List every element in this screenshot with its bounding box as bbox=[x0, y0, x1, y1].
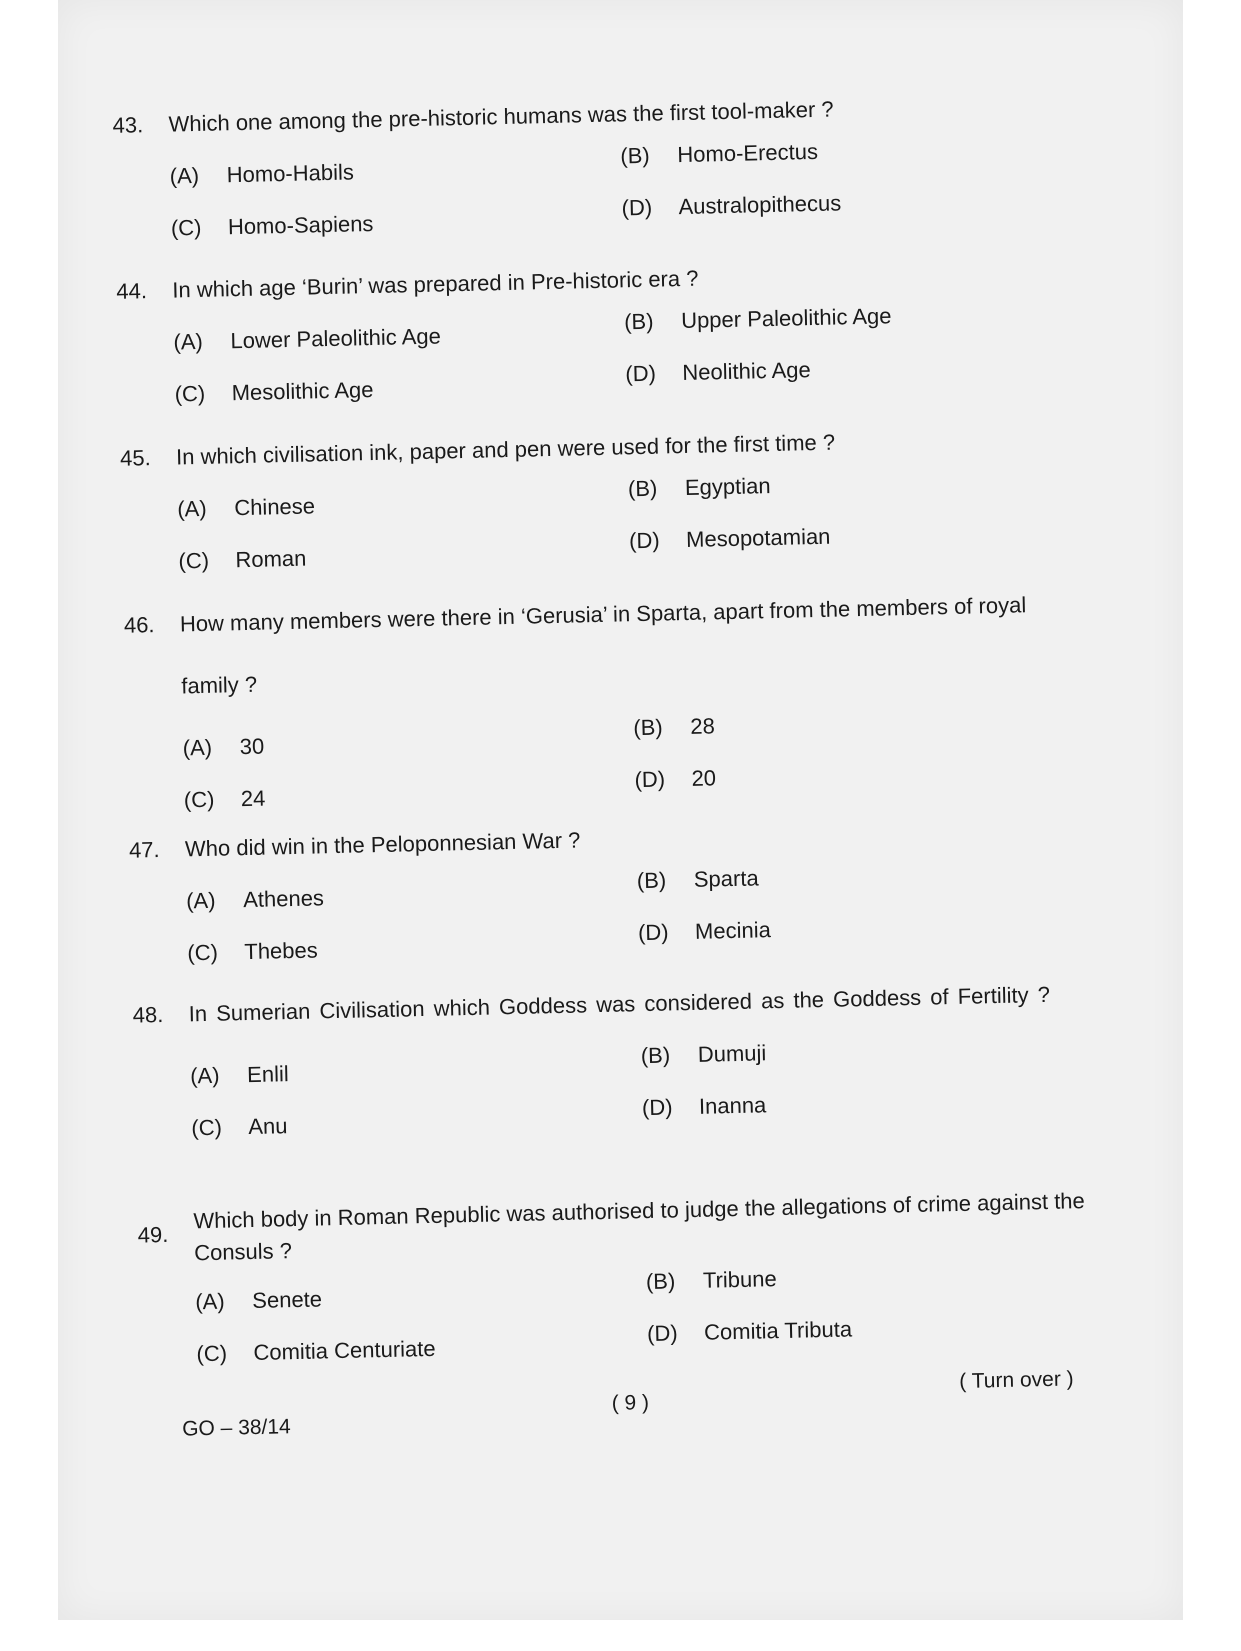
option-letter: (A) bbox=[194, 1288, 225, 1315]
option-text: 20 bbox=[691, 765, 717, 791]
question-text: Which body in Roman Republic was authorised to judge the allegations of crime against the Consuls ? bbox=[193, 1188, 1086, 1266]
option-letter: (B) bbox=[627, 475, 658, 502]
option-text: Tribune bbox=[702, 1266, 777, 1293]
options bbox=[176, 452, 1082, 582]
question-text: How many members were there in ‘Gerusia’ in Sparta, apart from the members of royal family ? bbox=[179, 592, 1027, 699]
option-d bbox=[647, 1314, 853, 1349]
question-text: Which one among the pre-historic humans was the first tool-maker ? bbox=[168, 96, 834, 137]
option-letter: (D) bbox=[634, 766, 666, 793]
option-letter: (B) bbox=[623, 308, 654, 335]
option-text: Roman bbox=[235, 545, 307, 573]
option-b bbox=[620, 137, 818, 171]
question-49 bbox=[137, 1188, 1100, 1377]
option-text: Homo-Sapiens bbox=[227, 210, 374, 240]
option-b bbox=[633, 711, 715, 743]
question-number: 43. bbox=[112, 112, 144, 138]
option-c bbox=[191, 1111, 288, 1143]
question-text: In which civilisation ink, paper and pen were used for the first time ? bbox=[175, 429, 836, 470]
option-d bbox=[621, 188, 841, 223]
option-letter: (D) bbox=[637, 919, 669, 946]
option-text: Enlil bbox=[246, 1061, 289, 1088]
question-43 bbox=[112, 89, 1075, 251]
question-number: 48. bbox=[132, 1001, 164, 1028]
question-text: In Sumerian Civilisation which Goddess was considered as the Goddess of Fertility ? bbox=[188, 981, 1051, 1027]
options bbox=[194, 1245, 1100, 1375]
option-letter: (B) bbox=[620, 142, 650, 169]
options bbox=[185, 844, 1091, 974]
options bbox=[182, 691, 1088, 821]
question-number: 45. bbox=[119, 445, 151, 471]
question-47 bbox=[129, 814, 1092, 976]
option-letter: (D) bbox=[641, 1094, 673, 1121]
option-c bbox=[187, 935, 318, 968]
option-letter: (D) bbox=[625, 360, 657, 387]
option-text: Mesolithic Age bbox=[231, 377, 374, 406]
question-text: In which age ‘Burin’ was prepared in Pre-historic era ? bbox=[172, 265, 699, 303]
question-number: 49. bbox=[137, 1221, 169, 1248]
option-letter: (D) bbox=[628, 527, 660, 554]
option-c bbox=[196, 1334, 436, 1369]
option-letter: (A) bbox=[177, 495, 207, 522]
options bbox=[169, 119, 1075, 249]
option-letter: (A) bbox=[173, 328, 204, 355]
option-d bbox=[625, 355, 811, 389]
option-b bbox=[628, 471, 771, 504]
question-number: 47. bbox=[128, 837, 160, 863]
question-text: Who did win in the Peloponnesian War ? bbox=[184, 827, 581, 862]
option-text: Upper Paleolithic Age bbox=[680, 303, 892, 334]
option-text: Sparta bbox=[693, 865, 759, 892]
option-b bbox=[637, 863, 759, 896]
option-d bbox=[629, 522, 831, 557]
option-text: Lower Paleolithic Age bbox=[230, 323, 442, 354]
option-b bbox=[646, 1264, 777, 1297]
option-d bbox=[642, 1090, 767, 1123]
option-letter: (B) bbox=[645, 1268, 676, 1295]
option-text: Mecinia bbox=[694, 917, 772, 944]
option-text: Inanna bbox=[698, 1092, 767, 1119]
option-text: 30 bbox=[239, 733, 265, 760]
option-letter: (C) bbox=[191, 1114, 223, 1141]
option-text: Anu bbox=[248, 1113, 288, 1140]
question-number: 44. bbox=[116, 278, 148, 304]
option-letter: (C) bbox=[196, 1340, 228, 1367]
option-d bbox=[638, 915, 771, 948]
option-letter: (C) bbox=[174, 380, 206, 407]
option-letter: (B) bbox=[640, 1042, 671, 1069]
option-text: 24 bbox=[240, 785, 266, 812]
option-letter: (C) bbox=[183, 786, 215, 813]
question-45 bbox=[120, 422, 1083, 584]
option-a bbox=[173, 321, 441, 357]
option-c bbox=[184, 784, 266, 816]
option-text: 28 bbox=[690, 713, 716, 739]
option-letter: (C) bbox=[178, 547, 210, 574]
option-b bbox=[624, 301, 892, 337]
option-text: Comitia Centuriate bbox=[253, 1335, 436, 1366]
option-letter: (A) bbox=[182, 734, 213, 761]
option-a bbox=[190, 1059, 289, 1091]
option-text: Thebes bbox=[244, 937, 319, 965]
option-text: Mesopotamian bbox=[685, 523, 831, 552]
option-letter: (A) bbox=[189, 1062, 220, 1089]
option-text: Athenes bbox=[242, 885, 325, 913]
turn-over-note: ( Turn over ) bbox=[959, 1367, 1074, 1393]
option-text: Homo-Habils bbox=[226, 159, 355, 188]
options bbox=[173, 285, 1079, 415]
option-letter: (A) bbox=[185, 887, 216, 914]
option-letter: (D) bbox=[621, 194, 653, 221]
option-letter: (B) bbox=[636, 867, 667, 894]
option-a bbox=[169, 157, 354, 191]
option-a bbox=[195, 1284, 322, 1317]
option-text: Egyptian bbox=[684, 473, 771, 500]
options bbox=[189, 1019, 1095, 1149]
option-letter: (B) bbox=[633, 714, 663, 741]
option-text: Homo-Erectus bbox=[677, 138, 819, 168]
option-a bbox=[182, 732, 264, 764]
page-number: ( 9 ) bbox=[611, 1391, 650, 1415]
option-letter: (A) bbox=[169, 162, 200, 189]
option-c bbox=[174, 375, 373, 410]
option-text: Neolithic Age bbox=[682, 357, 811, 386]
option-a bbox=[177, 491, 315, 524]
option-letter: (C) bbox=[187, 939, 219, 966]
option-text: Australopithecus bbox=[678, 190, 842, 220]
question-44 bbox=[116, 255, 1079, 417]
paper-code: GO – 38/14 bbox=[181, 1415, 291, 1441]
question-46 bbox=[124, 589, 1089, 823]
option-text: Comitia Tributa bbox=[703, 1316, 853, 1345]
option-text: Dumuji bbox=[697, 1040, 767, 1067]
question-48 bbox=[132, 979, 1095, 1151]
option-d bbox=[634, 763, 716, 795]
question-number: 46. bbox=[123, 612, 155, 638]
option-c bbox=[178, 544, 307, 577]
option-letter: (C) bbox=[170, 214, 202, 241]
option-letter: (D) bbox=[646, 1320, 678, 1347]
option-b bbox=[640, 1038, 766, 1071]
option-text: Chinese bbox=[233, 493, 316, 521]
option-a bbox=[186, 883, 324, 916]
option-c bbox=[171, 209, 374, 244]
option-text: Senete bbox=[251, 1286, 323, 1314]
